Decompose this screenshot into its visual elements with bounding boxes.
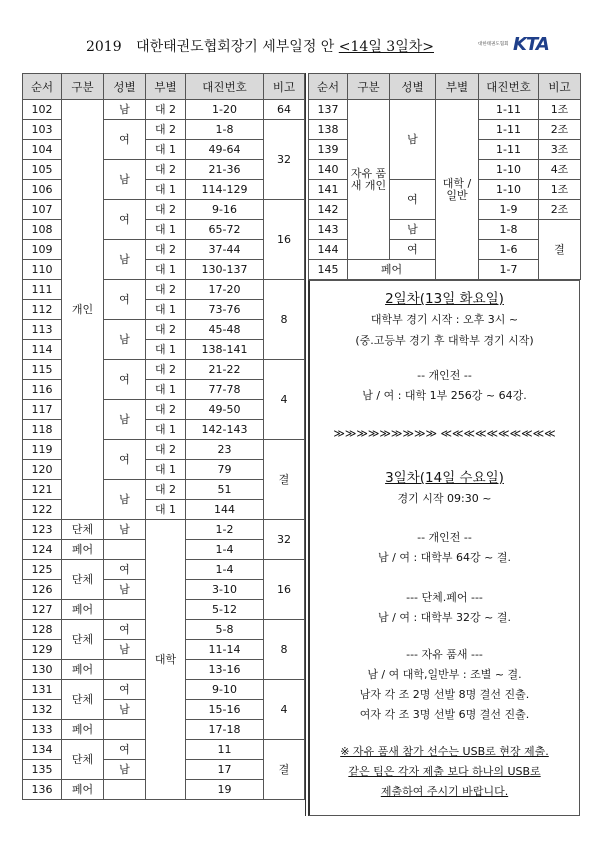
bracket-range: 142-143 bbox=[186, 420, 264, 440]
row-number: 132 bbox=[23, 700, 62, 720]
row-number: 113 bbox=[23, 320, 62, 340]
row-number: 139 bbox=[309, 140, 348, 160]
division-cell: 대 2 bbox=[146, 200, 186, 220]
remark-cell: 16 bbox=[264, 560, 305, 620]
division-cell: 대 1 bbox=[146, 380, 186, 400]
row-number: 137 bbox=[309, 100, 348, 120]
category-cell: 개인 bbox=[62, 100, 104, 520]
column-header: 부별 bbox=[146, 74, 186, 100]
day3-free-detail: 남 / 여 대학,일반부 : 조별 ~ 결. bbox=[367, 668, 522, 681]
day3-team-heading: --- 단체.페어 --- bbox=[406, 591, 483, 604]
remark-cell: 4 bbox=[264, 360, 305, 440]
day2-individual-heading: -- 개인전 -- bbox=[417, 369, 472, 382]
gender-cell bbox=[104, 600, 146, 620]
row-number: 128 bbox=[23, 620, 62, 640]
row-number: 109 bbox=[23, 240, 62, 260]
remark-cell: 결 bbox=[539, 220, 581, 280]
gender-cell: 남 bbox=[390, 220, 436, 240]
row-number: 116 bbox=[23, 380, 62, 400]
division-cell: 대 1 bbox=[146, 260, 186, 280]
division-cell: 대 2 bbox=[146, 360, 186, 380]
row-number: 118 bbox=[23, 420, 62, 440]
gender-cell: 남 bbox=[104, 160, 146, 200]
division-cell: 대 2 bbox=[146, 160, 186, 180]
gender-cell: 여 bbox=[104, 740, 146, 760]
division-cell: 대 2 bbox=[146, 240, 186, 260]
gender-cell bbox=[104, 720, 146, 740]
row-number: 106 bbox=[23, 180, 62, 200]
bracket-range: 1-9 bbox=[479, 200, 539, 220]
schedule-table-left bbox=[22, 73, 305, 800]
category-cell: 페어 bbox=[62, 540, 104, 560]
remark-cell: 16 bbox=[264, 200, 305, 280]
gender-cell: 남 bbox=[104, 100, 146, 120]
gender-cell: 남 bbox=[104, 700, 146, 720]
row-number: 122 bbox=[23, 500, 62, 520]
row-number: 102 bbox=[23, 100, 62, 120]
bracket-range: 19 bbox=[186, 780, 264, 800]
bracket-range: 1-4 bbox=[186, 540, 264, 560]
row-number: 142 bbox=[309, 200, 348, 220]
row-number: 126 bbox=[23, 580, 62, 600]
remark-cell: 32 bbox=[264, 120, 305, 200]
row-number: 123 bbox=[23, 520, 62, 540]
row-number: 104 bbox=[23, 140, 62, 160]
gender-cell: 남 bbox=[390, 100, 436, 180]
bracket-range: 49-64 bbox=[186, 140, 264, 160]
gender-cell: 남 bbox=[104, 520, 146, 540]
bracket-range: 5-12 bbox=[186, 600, 264, 620]
schedule-notes bbox=[308, 280, 580, 816]
gender-cell: 남 bbox=[104, 760, 146, 780]
row-number: 134 bbox=[23, 740, 62, 760]
remark-cell: 1조 bbox=[539, 100, 581, 120]
center-divider bbox=[305, 73, 306, 816]
day3-title: 3일차(14일 수요일) bbox=[385, 470, 504, 486]
gender-cell: 여 bbox=[390, 240, 436, 260]
gender-cell: 여 bbox=[104, 120, 146, 160]
bracket-range: 79 bbox=[186, 460, 264, 480]
bracket-range: 73-76 bbox=[186, 300, 264, 320]
title-year: 2019 bbox=[85, 39, 122, 55]
bracket-range: 49-50 bbox=[186, 400, 264, 420]
day3-individual-heading: -- 개인전 -- bbox=[417, 531, 472, 544]
bracket-range: 1-2 bbox=[186, 520, 264, 540]
day2-title: 2일차(13일 화요일) bbox=[385, 291, 504, 307]
day3-free-women: 여자 각 조 3명 선발 6명 결선 진출. bbox=[359, 708, 530, 721]
bracket-range: 17 bbox=[186, 760, 264, 780]
row-number: 107 bbox=[23, 200, 62, 220]
remark-cell: 4 bbox=[264, 680, 305, 740]
column-header: 비고 bbox=[539, 74, 581, 100]
bracket-range: 51 bbox=[186, 480, 264, 500]
gender-cell: 남 bbox=[104, 240, 146, 280]
division-cell: 대 2 bbox=[146, 280, 186, 300]
remark-cell: 3조 bbox=[539, 140, 581, 160]
gender-cell: 남 bbox=[104, 400, 146, 440]
gender-cell: 여 bbox=[104, 200, 146, 240]
remark-cell: 8 bbox=[264, 280, 305, 360]
division-cell: 대 1 bbox=[146, 300, 186, 320]
bracket-range: 37-44 bbox=[186, 240, 264, 260]
row-number: 125 bbox=[23, 560, 62, 580]
bracket-range: 1-6 bbox=[479, 240, 539, 260]
row-number: 115 bbox=[23, 360, 62, 380]
bracket-range: 9-16 bbox=[186, 200, 264, 220]
gender-cell: 남 bbox=[104, 320, 146, 360]
row-number: 114 bbox=[23, 340, 62, 360]
usb-notice-1: ※ 자유 품새 참가 선수는 USB로 현장 제출. bbox=[340, 745, 549, 758]
division-cell: 대 1 bbox=[146, 180, 186, 200]
division-cell: 대 2 bbox=[146, 320, 186, 340]
division-cell: 대 1 bbox=[146, 500, 186, 520]
gender-cell: 남 bbox=[104, 480, 146, 520]
row-number: 111 bbox=[23, 280, 62, 300]
remark-cell: 4조 bbox=[539, 160, 581, 180]
day3-individual-detail: 남 / 여 : 대학부 64강 ~ 결. bbox=[378, 551, 511, 564]
category-cell: 페어 bbox=[62, 600, 104, 620]
division-cell: 대 2 bbox=[146, 480, 186, 500]
gender-cell: 여 bbox=[104, 680, 146, 700]
schedule-table-right bbox=[308, 73, 581, 280]
division-cell: 대 2 bbox=[146, 440, 186, 460]
title-text: 대한태권도협회장기 세부일정 안 bbox=[136, 39, 335, 55]
bracket-range: 114-129 bbox=[186, 180, 264, 200]
usb-notice-3: 제출하여 주시기 바랍니다. bbox=[380, 785, 509, 798]
bracket-range: 11 bbox=[186, 740, 264, 760]
division-cell: 대학 / 일반 bbox=[436, 100, 479, 280]
row-number: 108 bbox=[23, 220, 62, 240]
title-day: <14일 3일차> bbox=[338, 39, 434, 55]
category-cell: 단체 bbox=[62, 560, 104, 600]
row-number: 145 bbox=[309, 260, 348, 280]
bracket-range: 5-8 bbox=[186, 620, 264, 640]
column-header: 성별 bbox=[104, 74, 146, 100]
gender-cell: 여 bbox=[390, 180, 436, 220]
bracket-range: 13-16 bbox=[186, 660, 264, 680]
row-number: 144 bbox=[309, 240, 348, 260]
table-row bbox=[23, 520, 305, 540]
bracket-range: 1-11 bbox=[479, 100, 539, 120]
row-number: 103 bbox=[23, 120, 62, 140]
category-cell: 자유 품새 개인 bbox=[348, 100, 390, 260]
day3-start: 경기 시작 09:30 ~ bbox=[397, 492, 492, 505]
row-number: 124 bbox=[23, 540, 62, 560]
row-number: 140 bbox=[309, 160, 348, 180]
division-cell: 대 2 bbox=[146, 120, 186, 140]
remark-cell: 8 bbox=[264, 620, 305, 680]
row-number: 135 bbox=[23, 760, 62, 780]
gender-cell: 남 bbox=[104, 640, 146, 660]
row-number: 130 bbox=[23, 660, 62, 680]
division-cell: 대 1 bbox=[146, 140, 186, 160]
usb-notice-2: 같은 팀은 각자 제출 보다 하나의 USB로 bbox=[348, 765, 541, 778]
row-number: 121 bbox=[23, 480, 62, 500]
table-row bbox=[23, 100, 305, 120]
logo-subtitle: 대한태권도협회 bbox=[478, 42, 509, 47]
category-cell: 단체 bbox=[62, 740, 104, 780]
bracket-range: 1-20 bbox=[186, 100, 264, 120]
row-number: 117 bbox=[23, 400, 62, 420]
division-cell: 대 2 bbox=[146, 400, 186, 420]
category-cell: 페어 bbox=[62, 780, 104, 800]
bracket-range: 15-16 bbox=[186, 700, 264, 720]
gender-cell: 여 bbox=[104, 560, 146, 580]
remark-cell: 결 bbox=[264, 440, 305, 520]
column-header: 구분 bbox=[62, 74, 104, 100]
bracket-range: 77-78 bbox=[186, 380, 264, 400]
column-header: 비고 bbox=[264, 74, 305, 100]
row-number: 138 bbox=[309, 120, 348, 140]
kta-logo bbox=[478, 32, 560, 58]
row-number: 105 bbox=[23, 160, 62, 180]
category-cell: 단체 bbox=[62, 620, 104, 660]
bracket-range: 1-8 bbox=[186, 120, 264, 140]
column-header: 대진번호 bbox=[479, 74, 539, 100]
category-cell: 페어 bbox=[62, 660, 104, 680]
document-title bbox=[0, 36, 520, 56]
bracket-range: 1-10 bbox=[479, 160, 539, 180]
remark-cell: 2조 bbox=[539, 120, 581, 140]
division-cell: 대 1 bbox=[146, 420, 186, 440]
bracket-range: 21-22 bbox=[186, 360, 264, 380]
bracket-range: 17-18 bbox=[186, 720, 264, 740]
category-cell: 페어 bbox=[348, 260, 436, 280]
column-header: 구분 bbox=[348, 74, 390, 100]
row-number: 127 bbox=[23, 600, 62, 620]
remark-cell: 결 bbox=[264, 740, 305, 800]
logo-mark: KTA bbox=[513, 34, 549, 55]
bracket-range: 1-11 bbox=[479, 120, 539, 140]
remark-cell: 1조 bbox=[539, 180, 581, 200]
row-number: 129 bbox=[23, 640, 62, 660]
day2-individual-detail: 남 / 여 : 대학 1부 256강 ~ 64강. bbox=[362, 389, 527, 402]
table-row bbox=[309, 100, 581, 120]
bracket-range: 17-20 bbox=[186, 280, 264, 300]
bracket-range: 3-10 bbox=[186, 580, 264, 600]
bracket-range: 138-141 bbox=[186, 340, 264, 360]
division-cell: 대 1 bbox=[146, 460, 186, 480]
bracket-range: 1-10 bbox=[479, 180, 539, 200]
column-header: 순서 bbox=[309, 74, 348, 100]
gender-cell: 남 bbox=[104, 580, 146, 600]
bracket-range: 21-36 bbox=[186, 160, 264, 180]
row-number: 120 bbox=[23, 460, 62, 480]
division-cell: 대 2 bbox=[146, 100, 186, 120]
row-number: 141 bbox=[309, 180, 348, 200]
column-header: 부별 bbox=[436, 74, 479, 100]
row-number: 131 bbox=[23, 680, 62, 700]
day3-free-heading: --- 자유 품새 --- bbox=[406, 648, 483, 661]
remark-cell: 32 bbox=[264, 520, 305, 560]
row-number: 119 bbox=[23, 440, 62, 460]
row-number: 110 bbox=[23, 260, 62, 280]
bracket-range: 45-48 bbox=[186, 320, 264, 340]
arrow-divider: ≫≫≫≫≫≫≫≫≫ ≪≪≪≪≪≪≪≪≪≪ bbox=[333, 427, 556, 440]
day2-note: (중.고등부 경기 후 대학부 경기 시작) bbox=[355, 334, 534, 347]
bracket-range: 130-137 bbox=[186, 260, 264, 280]
gender-cell: 여 bbox=[104, 620, 146, 640]
gender-cell bbox=[104, 540, 146, 560]
gender-cell: 여 bbox=[104, 280, 146, 320]
bracket-range: 9-10 bbox=[186, 680, 264, 700]
division-cell: 대 1 bbox=[146, 340, 186, 360]
bracket-range: 23 bbox=[186, 440, 264, 460]
remark-cell: 2조 bbox=[539, 200, 581, 220]
row-number: 112 bbox=[23, 300, 62, 320]
gender-cell: 여 bbox=[104, 440, 146, 480]
column-header: 성별 bbox=[390, 74, 436, 100]
bracket-range: 1-4 bbox=[186, 560, 264, 580]
day2-start: 대학부 경기 시작 : 오후 3시 ~ bbox=[370, 313, 519, 326]
gender-cell bbox=[104, 780, 146, 800]
remark-cell: 64 bbox=[264, 100, 305, 120]
column-header: 순서 bbox=[23, 74, 62, 100]
bracket-range: 1-7 bbox=[479, 260, 539, 280]
category-cell: 단체 bbox=[62, 680, 104, 720]
gender-cell: 여 bbox=[104, 360, 146, 400]
gender-cell bbox=[104, 660, 146, 680]
bracket-range: 1-8 bbox=[479, 220, 539, 240]
category-cell: 페어 bbox=[62, 720, 104, 740]
category-cell: 단체 bbox=[62, 520, 104, 540]
division-cell: 대 1 bbox=[146, 220, 186, 240]
bracket-range: 144 bbox=[186, 500, 264, 520]
bracket-range: 1-11 bbox=[479, 140, 539, 160]
row-number: 136 bbox=[23, 780, 62, 800]
row-number: 143 bbox=[309, 220, 348, 240]
bracket-range: 65-72 bbox=[186, 220, 264, 240]
column-header: 대진번호 bbox=[186, 74, 264, 100]
division-cell: 대학 bbox=[146, 520, 186, 800]
day3-free-men: 남자 각 조 2명 선발 8명 결선 진출. bbox=[359, 688, 530, 701]
day3-team-detail: 남 / 여 : 대학부 32강 ~ 결. bbox=[378, 611, 511, 624]
row-number: 133 bbox=[23, 720, 62, 740]
bracket-range: 11-14 bbox=[186, 640, 264, 660]
